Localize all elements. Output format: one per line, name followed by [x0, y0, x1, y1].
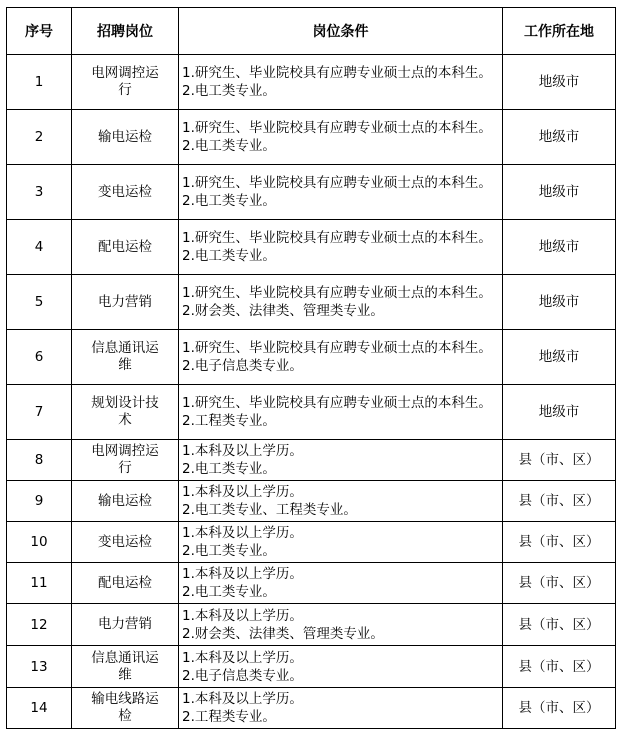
requirement-line-2: 2.电工类专业。	[182, 461, 276, 477]
requirement-line-1: 1.本科及以上学历。	[182, 484, 303, 500]
position-name: 配电运检	[72, 220, 179, 275]
work-location: 地级市	[503, 330, 616, 385]
header-num: 序号	[7, 8, 72, 55]
recruitment-table	[6, 7, 616, 729]
work-location: 地级市	[503, 110, 616, 165]
table-row	[7, 481, 616, 522]
row-number: 9	[7, 481, 72, 522]
requirement-line-1: 1.研究生、毕业院校具有应聘专业硕士点的本科生。	[182, 395, 492, 411]
requirement-line-2: 2.电子信息类专业。	[182, 667, 303, 684]
work-location: 县（市、区）	[503, 481, 616, 522]
requirement-line-2: 2.电工类专业。	[182, 138, 276, 154]
table-row	[7, 604, 616, 646]
row-number: 11	[7, 563, 72, 604]
row-number: 1	[7, 55, 72, 110]
requirements-cell	[179, 688, 503, 729]
header-requirements: 岗位条件	[179, 8, 503, 55]
header-location: 工作所在地	[503, 8, 616, 55]
requirement-line-2: 2.电工类专业。	[182, 584, 276, 600]
work-location: 地级市	[503, 385, 616, 440]
table-row	[7, 275, 616, 330]
table-row	[7, 55, 616, 110]
requirements-cell	[179, 563, 503, 604]
table-row	[7, 440, 616, 481]
table-row	[7, 165, 616, 220]
position-name: 信息通讯运维	[72, 646, 179, 688]
requirement-line-1: 1.研究生、毕业院校具有应聘专业硕士点的本科生。	[182, 120, 492, 136]
position-name: 电力营销	[72, 275, 179, 330]
requirement-line-1: 1.研究生、毕业院校具有应聘专业硕士点的本科生。	[182, 230, 492, 246]
table-row	[7, 385, 616, 440]
table-row	[7, 563, 616, 604]
requirements-cell	[179, 385, 503, 440]
row-number: 10	[7, 522, 72, 563]
row-number: 7	[7, 385, 72, 440]
requirements-cell	[179, 220, 503, 275]
position-name: 输电运检	[72, 481, 179, 522]
position-name: 信息通讯运维	[72, 330, 179, 385]
requirements-cell	[179, 481, 503, 522]
header-row	[7, 8, 616, 55]
position-name: 电网调控运行	[72, 440, 179, 481]
row-number: 3	[7, 165, 72, 220]
position-name: 变电运检	[72, 522, 179, 563]
requirement-line-1: 1.本科及以上学历。	[182, 566, 303, 582]
requirement-line-1: 1.研究生、毕业院校具有应聘专业硕士点的本科生。	[182, 285, 492, 301]
work-location: 地级市	[503, 275, 616, 330]
requirements-cell	[179, 110, 503, 165]
requirement-line-2: 2.电工类专业、工程类专业。	[182, 502, 357, 518]
position-name: 规划设计技术	[72, 385, 179, 440]
requirements-cell	[179, 275, 503, 330]
requirement-line-2: 2.工程类专业。	[182, 709, 276, 725]
header-position: 招聘岗位	[72, 8, 179, 55]
position-name: 电网调控运行	[72, 55, 179, 110]
table-row	[7, 110, 616, 165]
requirement-line-1: 1.本科及以上学历。	[182, 525, 303, 541]
row-number: 13	[7, 646, 72, 688]
requirements-cell	[179, 604, 503, 646]
table-row	[7, 330, 616, 385]
requirement-line-2: 2.财会类、法律类、管理类专业。	[182, 625, 384, 642]
requirement-line-1: 1.本科及以上学历。	[182, 691, 303, 707]
position-name: 变电运检	[72, 165, 179, 220]
row-number: 4	[7, 220, 72, 275]
table-row	[7, 688, 616, 729]
work-location: 县（市、区）	[503, 522, 616, 563]
requirement-line-2: 2.电工类专业。	[182, 193, 276, 209]
position-name: 输电线路运检	[72, 688, 179, 729]
requirement-line-1: 1.本科及以上学历。	[182, 607, 303, 624]
requirements-cell	[179, 646, 503, 688]
table-row	[7, 646, 616, 688]
table-body	[7, 55, 616, 729]
requirements-cell	[179, 330, 503, 385]
requirements-cell	[179, 522, 503, 563]
work-location: 地级市	[503, 55, 616, 110]
work-location: 县（市、区）	[503, 688, 616, 729]
row-number: 14	[7, 688, 72, 729]
requirement-line-2: 2.电工类专业。	[182, 248, 276, 264]
requirement-line-1: 1.研究生、毕业院校具有应聘专业硕士点的本科生。	[182, 340, 492, 356]
work-location: 县（市、区）	[503, 604, 616, 646]
table-row	[7, 522, 616, 563]
position-name: 配电运检	[72, 563, 179, 604]
requirement-line-1: 1.研究生、毕业院校具有应聘专业硕士点的本科生。	[182, 175, 492, 191]
requirement-line-2: 2.电工类专业。	[182, 83, 276, 99]
row-number: 12	[7, 604, 72, 646]
requirement-line-2: 2.电子信息类专业。	[182, 358, 303, 374]
work-location: 县（市、区）	[503, 563, 616, 604]
requirement-line-1: 1.本科及以上学历。	[182, 649, 303, 666]
table-row	[7, 220, 616, 275]
position-name: 电力营销	[72, 604, 179, 646]
requirement-line-2: 2.工程类专业。	[182, 413, 276, 429]
row-number: 2	[7, 110, 72, 165]
requirements-cell	[179, 165, 503, 220]
work-location: 地级市	[503, 165, 616, 220]
requirement-line-1: 1.研究生、毕业院校具有应聘专业硕士点的本科生。	[182, 65, 492, 81]
work-location: 县（市、区）	[503, 646, 616, 688]
requirements-cell	[179, 55, 503, 110]
row-number: 8	[7, 440, 72, 481]
requirement-line-2: 2.电工类专业。	[182, 543, 276, 559]
work-location: 县（市、区）	[503, 440, 616, 481]
requirement-line-2: 2.财会类、法律类、管理类专业。	[182, 303, 384, 319]
requirements-cell	[179, 440, 503, 481]
row-number: 6	[7, 330, 72, 385]
requirement-line-1: 1.本科及以上学历。	[182, 443, 303, 459]
position-name: 输电运检	[72, 110, 179, 165]
work-location: 地级市	[503, 220, 616, 275]
row-number: 5	[7, 275, 72, 330]
